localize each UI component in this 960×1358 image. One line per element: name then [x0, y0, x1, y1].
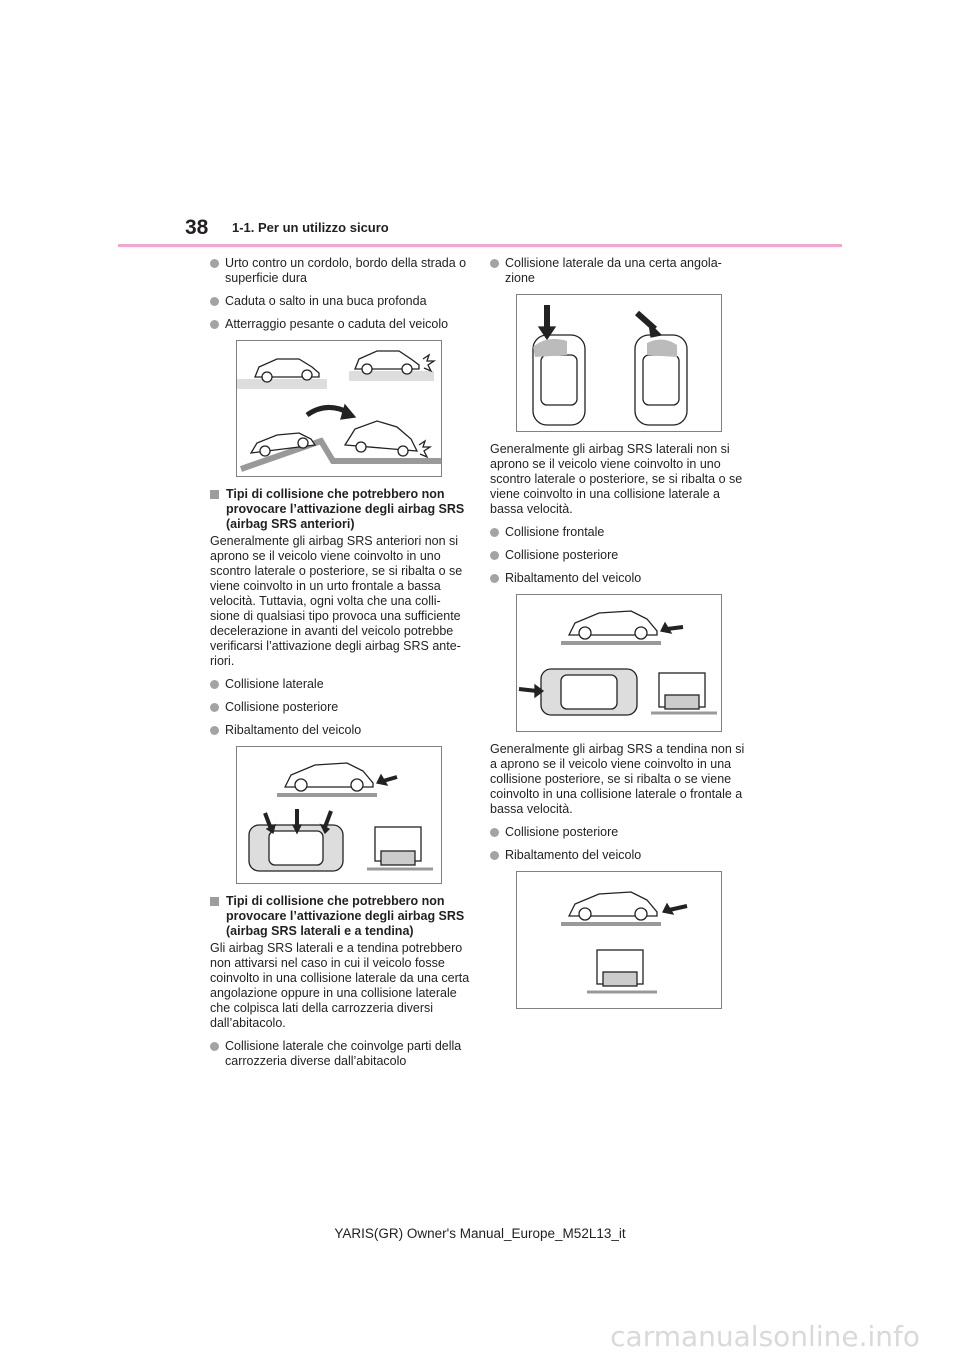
curtain-airbag-collisions-illustration: [517, 872, 721, 1008]
bullet-icon: [210, 1042, 219, 1051]
bullet-icon: [210, 680, 219, 689]
watermark: carmanualsonline.info: [610, 1320, 920, 1353]
footer-manual-title: YARIS(GR) Owner's Manual_Europe_M52L13_it: [334, 1226, 626, 1241]
paragraph: Gli airbag SRS laterali e a tendina potrebbero non attivarsi nel caso in cui il veicolo fosse coinvolto in una collisione laterale da una certa angolazione oppure in una collisione laterale che colpisca lati della carrozzeria diversi dall’abitacolo.: [210, 941, 470, 1030]
paragraph: Generalmente gli airbag SRS anteriori non si aprono se il veicolo viene coinvolto in uno scontro laterale o posteriore, se si ribalta o se viene coinvolto in un urto frontale a bassa velocità. Tuttavia, ogni volta che una colli-sione di qualsiasi tipo provoca una sufficiente decelerazione in avanti del veicolo potrebbe verificarsi l’attivazione degli airbag SRS ante-riori.: [210, 534, 463, 668]
header-rule: [118, 244, 842, 247]
paragraph: Generalmente gli airbag SRS laterali non si aprono se il veicolo viene coinvolto in uno scontro laterale o posteriore, se si ribalta o se viene coinvolto in una collisione laterale a bassa velocità.: [490, 442, 743, 516]
bullet-icon: [490, 259, 499, 268]
list-item: Ribaltamento del veicolo: [490, 571, 750, 586]
bullet-icon: [210, 726, 219, 735]
right-column: [490, 256, 750, 1019]
bullet-icon: [490, 528, 499, 537]
list-item: Collisione laterale da una certa angola-zione: [490, 256, 750, 286]
front-airbag-collisions-illustration: [237, 747, 441, 883]
list-item: Ribaltamento del veicolo: [490, 848, 750, 863]
section-title: 1-1. Per un utilizzo sicuro: [232, 220, 389, 235]
square-bullet-icon: [210, 490, 219, 499]
list-item: Caduta o salto in una buca profonda: [210, 294, 470, 309]
bullet-icon: [490, 828, 499, 837]
left-column: [210, 256, 470, 1077]
list-item: Urto contro un cordolo, bordo della strada o superficie dura: [210, 256, 470, 286]
side-airbag-collisions-illustration: [517, 595, 721, 731]
list-item: Collisione posteriore: [210, 700, 470, 715]
figure-front-airbag-collisions: [236, 746, 442, 884]
list-item: Ribaltamento del veicolo: [210, 723, 470, 738]
list-item: Collisione posteriore: [490, 825, 750, 840]
bullet-icon: [210, 703, 219, 712]
bullet-icon: [490, 574, 499, 583]
heading-side-curtain-airbags: Tipi di collisione che potrebbero non provocare l’attivazione degli airbag SRS (airbag SRS laterali e a tendina): [210, 894, 470, 939]
square-bullet-icon: [210, 897, 219, 906]
list-item: Collisione laterale: [210, 677, 470, 692]
page-number: 38: [185, 216, 209, 239]
bullet-icon: [210, 297, 219, 306]
curb-impact-illustration: [237, 341, 441, 476]
figure-curtain-airbag-collisions: [516, 871, 722, 1009]
paragraph: Generalmente gli airbag SRS a tendina non si a aprono se il veicolo viene coinvolto in una collisione posteriore, se si ribalta o se viene coinvolto in una collisione laterale o frontale a bassa velocità.: [490, 742, 745, 816]
bullet-icon: [210, 259, 219, 268]
list-item: Collisione posteriore: [490, 548, 750, 563]
angled-side-collision-illustration: [517, 295, 721, 431]
figure-angled-side-collision: [516, 294, 722, 432]
figure-side-airbag-collisions: [516, 594, 722, 732]
list-item: Collisione frontale: [490, 525, 750, 540]
heading-front-airbags: Tipi di collisione che potrebbero non provocare l’attivazione degli airbag SRS (airbag SRS anteriori): [210, 487, 470, 532]
bullet-icon: [210, 320, 219, 329]
list-item: Collisione laterale che coinvolge parti della carrozzeria diverse dall’abitacolo: [210, 1039, 470, 1069]
figure-curb-impact-illustration: [236, 340, 442, 477]
bullet-icon: [490, 551, 499, 560]
list-item: Atterraggio pesante o caduta del veicolo: [210, 317, 470, 332]
bullet-icon: [490, 851, 499, 860]
